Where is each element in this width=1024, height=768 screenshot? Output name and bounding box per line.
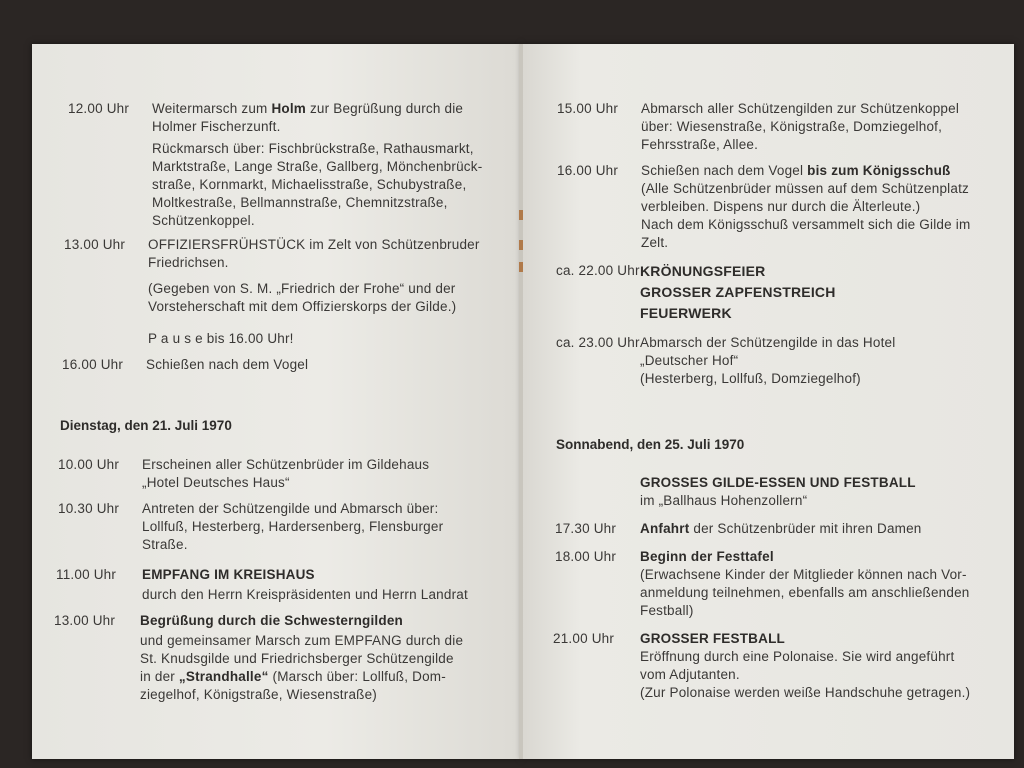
staple	[519, 262, 523, 272]
ceremony-title: KRÖNUNGSFEIER	[640, 263, 766, 279]
pause-note: P a u s e bis 16.00 Uhr!	[148, 331, 294, 346]
entry-text: durch den Herrn Kreispräsidenten und Herrn Landrat	[142, 587, 468, 602]
ceremony-title: FEUERWERK	[640, 305, 732, 321]
entry-heading: EMPFANG IM KREISHAUS	[142, 567, 315, 582]
entry-text: Anfahrt der Schützenbrüder mit ihren Damen	[640, 521, 922, 536]
entry-heading: GROSSES GILDE-ESSEN UND FESTBALL	[640, 475, 916, 490]
entry-route: Rückmarsch über: Fischbrückstraße, Rathausmarkt, Marktstraße, Lange Straße, Gallberg, Mönchenbrück- straße, Kornmarkt, Michaelisstraße, Schubystraße, Moltkestraße, Bellmannstraße, Chemnitzstraße, Schützenkoppel.	[152, 141, 483, 228]
entry-heading: Beginn der Festtafel	[640, 549, 774, 564]
entry-time: 16.00 Uhr	[557, 163, 619, 178]
day-heading: Sonnabend, den 25. Juli 1970	[556, 437, 745, 452]
entry-text: Weitermarsch zum Holm zur Begrüßung durch die Holmer Fischerzunft.	[152, 101, 464, 134]
entry-time: 15.00 Uhr	[557, 101, 619, 116]
entry-time: 10.30 Uhr	[58, 501, 120, 516]
entry-time: ca. 23.00 Uhr	[556, 335, 640, 350]
entry-heading: GROSSER FESTBALL	[640, 631, 785, 646]
entry-time: 12.00 Uhr	[68, 101, 130, 116]
ceremony-title: GROSSER ZAPFENSTREICH	[640, 284, 836, 300]
entry-text: OFFIZIERSFRÜHSTÜCK im Zelt von Schützenbruder Friedrichsen.	[148, 237, 480, 270]
booklet-fold	[519, 44, 523, 759]
entry-text: Eröffnung durch eine Polonaise. Sie wird angeführt vom Adjutanten. (Zur Polonaise werden weiße Handschuhe getragen.)	[640, 649, 971, 700]
entry-heading: Begrüßung durch die Schwesterngilden	[140, 613, 403, 628]
entry-time: 10.00 Uhr	[58, 457, 120, 472]
entry-text: im „Ballhaus Hohenzollern“	[640, 493, 808, 508]
entry-note: (Alle Schützenbrüder müssen auf dem Schützenplatz verbleiben. Dispens nur durch die Älterleute.) Nach dem Königsschuß versammelt sich die Gilde im Zelt.	[641, 181, 971, 250]
entry-time: 11.00 Uhr	[56, 567, 117, 582]
entry-time: 13.00 Uhr	[64, 237, 126, 252]
entry-text: Abmarsch aller Schützengilden zur Schützenkoppel über: Wiesenstraße, Königstraße, Domziegelhof, Fehrsstraße, Allee.	[641, 101, 960, 152]
entry-text: Schießen nach dem Vogel	[146, 357, 309, 372]
day-heading: Dienstag, den 21. Juli 1970	[60, 418, 232, 433]
staple	[519, 240, 523, 250]
entry-text: und gemeinsamer Marsch zum EMPFANG durch die St. Knudsgilde und Friedrichsberger Schützengilde in der „Strandhalle“ (Marsch über: Lollfuß, Dom- ziegelhof, Königstraße, Wiesenstraße)	[140, 633, 464, 702]
entry-time: 17.30 Uhr	[555, 521, 617, 536]
entry-time: 18.00 Uhr	[555, 549, 617, 564]
entry-text: Erscheinen aller Schützenbrüder im Gildehaus „Hotel Deutsches Haus“	[142, 457, 430, 490]
entry-time: ca. 22.00 Uhr	[556, 263, 640, 278]
entry-time: 16.00 Uhr	[62, 357, 124, 372]
entry-time: 13.00 Uhr	[54, 613, 116, 628]
entry-note: (Gegeben von S. M. „Friedrich der Frohe“ und der Vorsteherschaft mit dem Offizierskorps der Gilde.)	[148, 281, 457, 314]
entry-text: Abmarsch der Schützengilde in das Hotel „Deutscher Hof“ (Hesterberg, Lollfuß, Domziegelhof)	[640, 335, 896, 386]
entry-time: 21.00 Uhr	[553, 631, 615, 646]
staple	[519, 210, 523, 220]
entry-text: Antreten der Schützengilde und Abmarsch über: Lollfuß, Hesterberg, Hardersenberg, Flensburger Straße.	[142, 501, 444, 552]
entry-text: Schießen nach dem Vogel bis zum Königsschuß	[641, 163, 951, 178]
entry-text: (Erwachsene Kinder der Mitglieder können nach Vor- anmeldung teilnehmen, ebenfalls am anschließenden Festball)	[640, 567, 970, 618]
